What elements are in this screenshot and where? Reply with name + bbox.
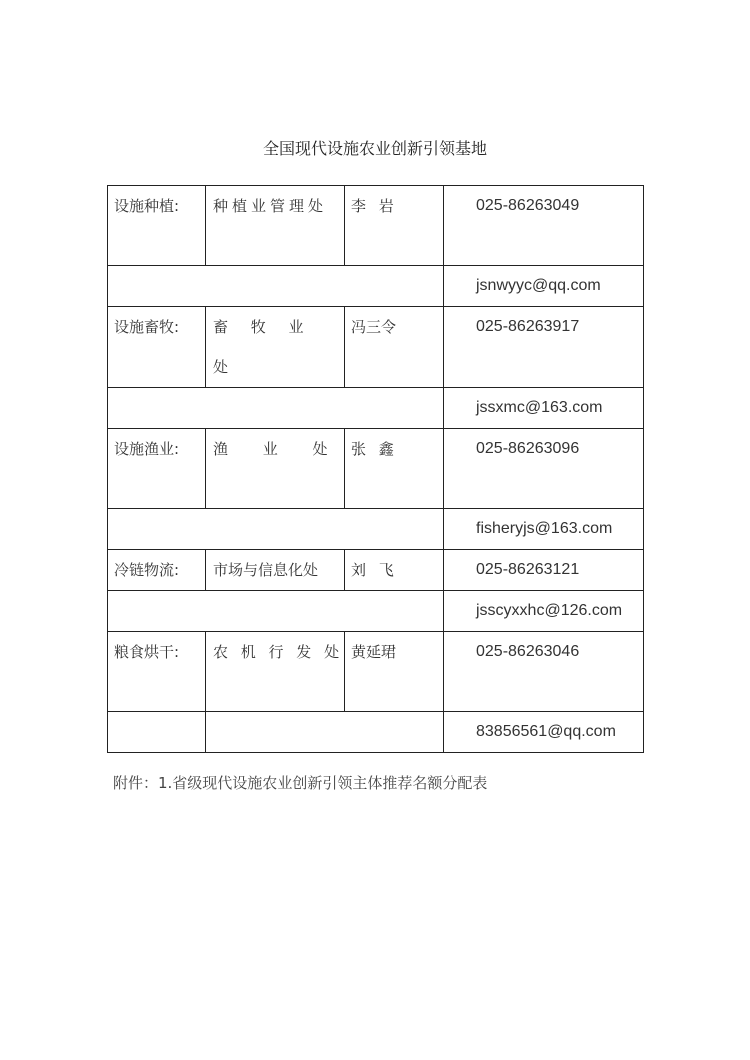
empty-cell xyxy=(108,591,444,632)
table-row xyxy=(108,186,644,266)
phone-cell: 025-86263049 xyxy=(444,186,644,266)
email-cell: jsnwyyc@qq.com xyxy=(444,266,644,307)
table-row xyxy=(108,307,644,388)
empty-cell xyxy=(108,388,444,429)
email-cell: jssxmc@163.com xyxy=(444,388,644,429)
table-row xyxy=(108,429,644,509)
person-cell: 刘 飞 xyxy=(345,550,444,591)
contact-table xyxy=(107,185,644,753)
attachment-note: 附件：1.省级现代设施农业创新引领主体推荐名额分配表 xyxy=(113,774,488,792)
table-row xyxy=(108,712,644,753)
empty-cell xyxy=(108,266,444,307)
empty-cell xyxy=(108,712,206,753)
table-row xyxy=(108,509,644,550)
person-cell: 张 鑫 xyxy=(345,429,444,509)
category-cell: 粮食烘干: xyxy=(108,632,206,712)
category-cell: 设施渔业: xyxy=(108,429,206,509)
category-cell: 设施种植: xyxy=(108,186,206,266)
empty-cell xyxy=(108,509,444,550)
email-cell: 83856561@qq.com xyxy=(444,712,644,753)
category-cell: 冷链物流: xyxy=(108,550,206,591)
table-row xyxy=(108,591,644,632)
empty-cell xyxy=(206,712,444,753)
phone-cell: 025-86263096 xyxy=(444,429,644,509)
department-cell: 种植业管理处 xyxy=(206,186,345,266)
phone-cell: 025-86263917 xyxy=(444,307,644,388)
person-cell: 李 岩 xyxy=(345,186,444,266)
category-cell: 设施畜牧: xyxy=(108,307,206,388)
email-cell: fisheryjs@163.com xyxy=(444,509,644,550)
table-row xyxy=(108,550,644,591)
phone-cell: 025-86263121 xyxy=(444,550,644,591)
table-row xyxy=(108,388,644,429)
person-cell: 冯三令 xyxy=(345,307,444,388)
department-cell: 农 机 行 发 处 xyxy=(206,632,345,712)
department-cell: 渔 业 处 xyxy=(206,429,345,509)
person-cell: 黄延珺 xyxy=(345,632,444,712)
email-cell: jsscyxxhc@126.com xyxy=(444,591,644,632)
department-cell: 市场与信息化处 xyxy=(206,550,345,591)
document-title: 全国现代设施农业创新引领基地 xyxy=(262,139,487,158)
table-row xyxy=(108,632,644,712)
department-cell: 畜 牧 业 处 xyxy=(206,307,345,388)
table-row xyxy=(108,266,644,307)
phone-cell: 025-86263046 xyxy=(444,632,644,712)
